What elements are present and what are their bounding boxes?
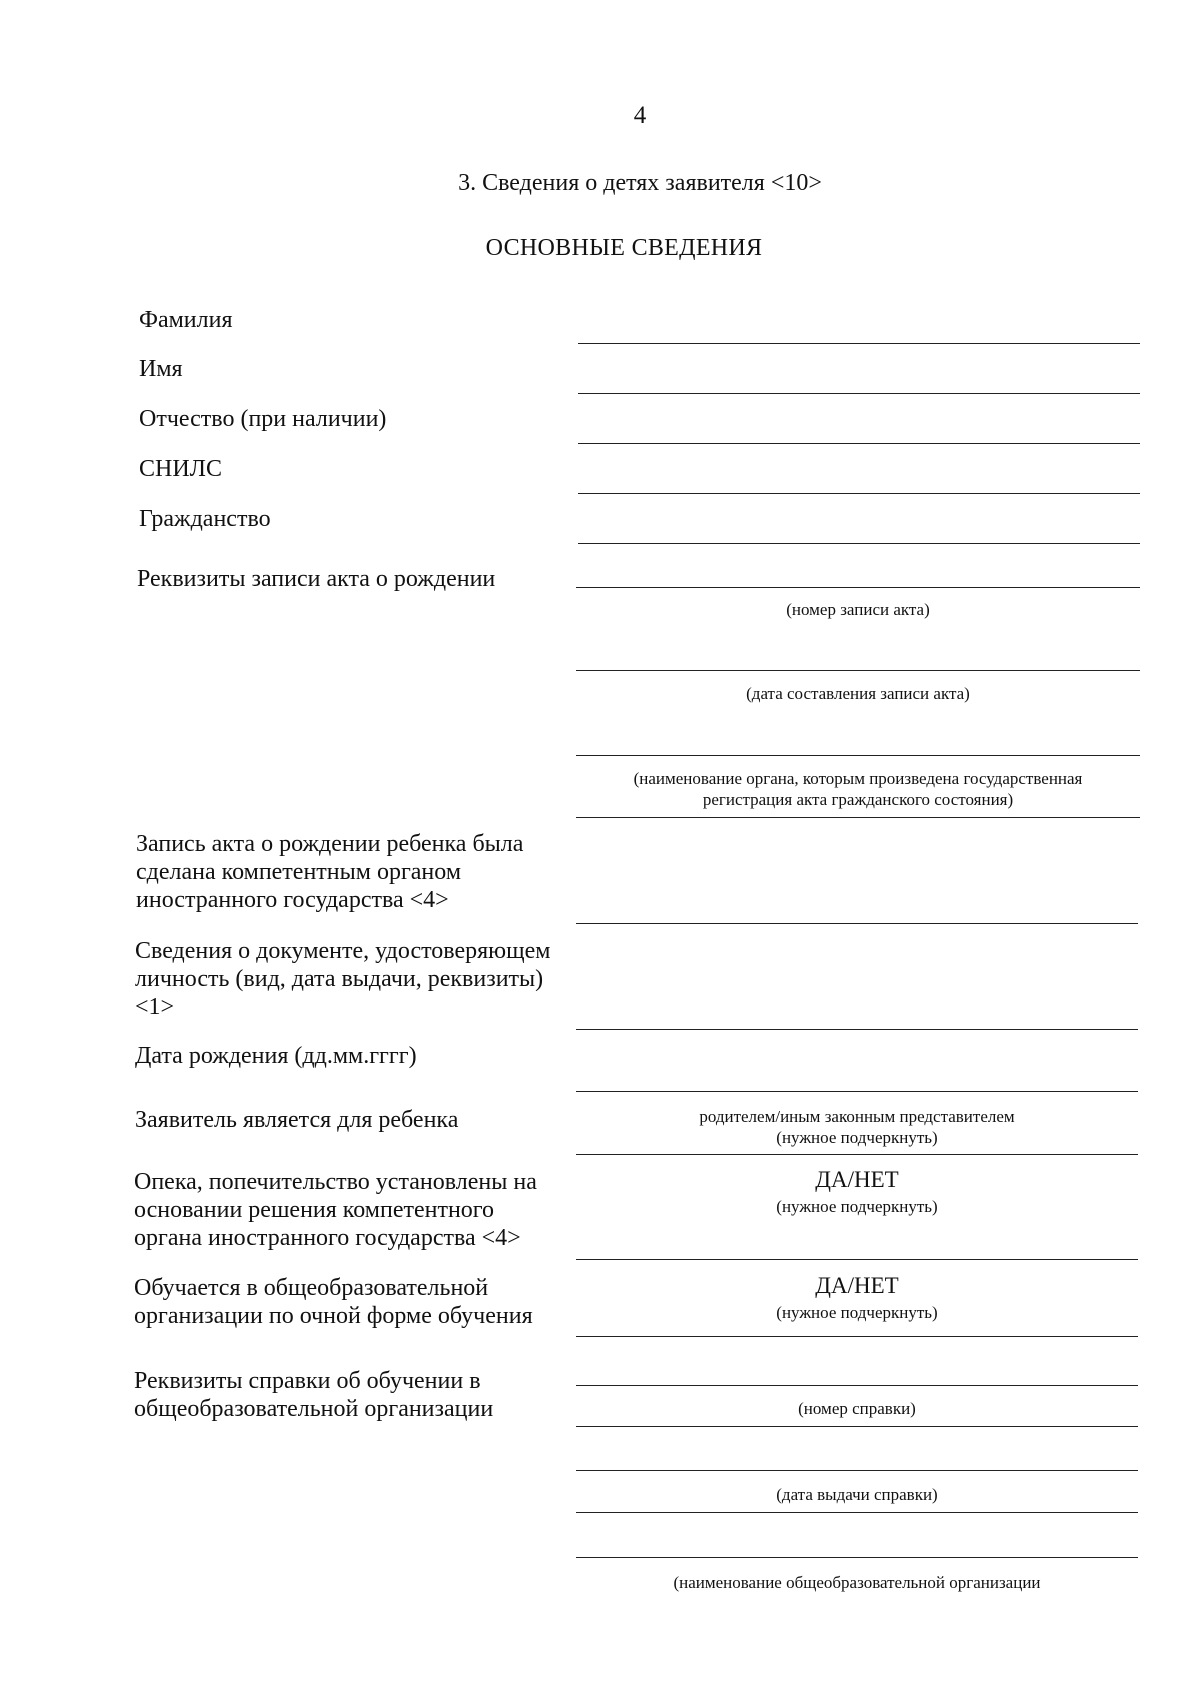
label-first-name: Имя	[139, 356, 183, 382]
hint-cert-date: (дата выдачи справки)	[776, 1485, 938, 1504]
input-line-birth-date[interactable]	[576, 1091, 1138, 1092]
divider-line-guardianship	[576, 1259, 1138, 1260]
divider-line-role	[576, 1154, 1138, 1155]
hint-record-number: (номер записи акта)	[786, 600, 930, 619]
input-line-foreign-record[interactable]	[576, 923, 1138, 924]
divider-line-registry	[576, 817, 1140, 818]
hint-role-underline: (нужное подчеркнуть)	[776, 1128, 938, 1147]
label-id-document: Сведения о документе, удостоверяющем личность (вид, дата выдачи, реквизиты) <1>	[135, 938, 551, 1020]
input-line-citizenship[interactable]	[578, 543, 1140, 544]
label-full-time-study: Обучается в общеобразовательной организации по очной форме обучения	[134, 1275, 533, 1329]
label-birth-date: Дата рождения (дд.мм.гггг)	[135, 1043, 417, 1069]
hint-record-date: (дата составления записи акта)	[746, 684, 970, 703]
input-line-record-date[interactable]	[576, 670, 1140, 671]
label-guardianship: Опека, попечительство установлены на основании решения компетентного органа иностранного государства <4>	[134, 1169, 537, 1251]
hint-study-underline: (нужное подчеркнуть)	[776, 1303, 938, 1322]
divider-line-study	[576, 1336, 1138, 1337]
label-citizenship: Гражданство	[139, 506, 271, 532]
hint-registry-body-line1: (наименование органа, которым произведена государственная	[633, 769, 1083, 788]
label-birth-record: Реквизиты записи акта о рождении	[137, 566, 496, 592]
label-foreign-record: Запись акта о рождении ребенка была сделана компетентным органом иностранного государства <4>	[136, 831, 524, 913]
input-line-id-document[interactable]	[576, 1029, 1138, 1030]
input-line-cert-number[interactable]	[576, 1385, 1138, 1386]
role-options[interactable]: родителем/иным законным представителем	[699, 1107, 1015, 1126]
hint-guardianship-underline: (нужное подчеркнуть)	[776, 1197, 938, 1216]
page-number: 4	[633, 102, 647, 129]
subtitle: ОСНОВНЫЕ СВЕДЕНИЯ	[485, 235, 763, 261]
divider-line-cert-number	[576, 1426, 1138, 1427]
input-line-snils[interactable]	[578, 493, 1140, 494]
label-patronymic: Отчество (при наличии)	[139, 406, 387, 432]
input-line-patronymic[interactable]	[578, 443, 1140, 444]
label-surname: Фамилия	[139, 307, 233, 333]
hint-registry-body-line2: регистрация акта гражданского состояния)	[702, 790, 1014, 809]
label-study-certificate: Реквизиты справки об обучении в общеобразовательной организации	[134, 1368, 494, 1422]
answer-guardianship[interactable]: ДА/НЕТ	[815, 1167, 899, 1192]
input-line-school-name[interactable]	[576, 1557, 1138, 1558]
divider-line-cert-date	[576, 1512, 1138, 1513]
input-line-first-name[interactable]	[578, 393, 1140, 394]
input-line-surname[interactable]	[578, 343, 1140, 344]
input-line-registry-body[interactable]	[576, 755, 1140, 756]
label-snils: СНИЛС	[139, 456, 222, 482]
input-line-cert-date[interactable]	[576, 1470, 1138, 1471]
hint-cert-number: (номер справки)	[798, 1399, 916, 1418]
section-title: 3. Сведения о детях заявителя <10>	[458, 170, 822, 196]
answer-full-time-study[interactable]: ДА/НЕТ	[815, 1273, 899, 1298]
input-line-record-number[interactable]	[576, 587, 1140, 588]
label-applicant-role: Заявитель является для ребенка	[135, 1107, 459, 1133]
hint-school-name: (наименование общеобразовательной организации	[673, 1573, 1041, 1592]
